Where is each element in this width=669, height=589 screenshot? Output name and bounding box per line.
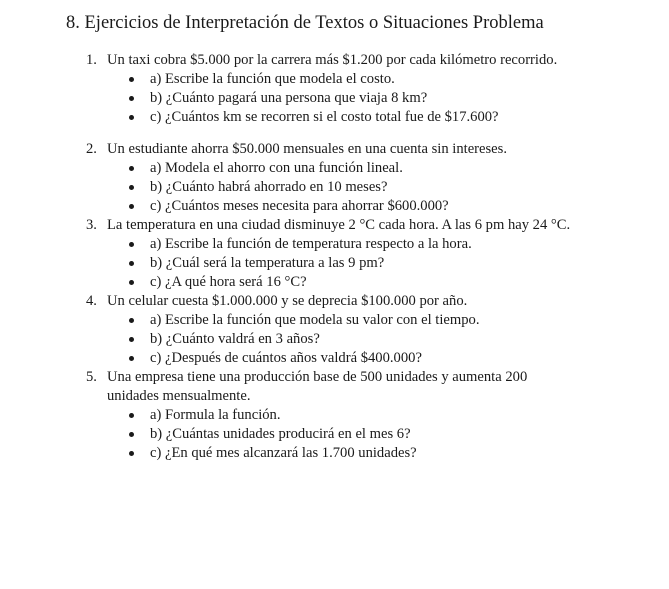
bullet-icon [129, 96, 134, 101]
problem-text: Un estudiante ahorra $50.000 mensuales en una cuenta sin intereses. [107, 141, 507, 157]
problem-number: 4. [86, 293, 97, 309]
section-title: 8. Ejercicios de Interpretación de Textos o Situaciones Problema [66, 13, 544, 33]
bullet-icon [129, 166, 134, 171]
bullet-icon [129, 356, 134, 361]
bullet-icon [129, 318, 134, 323]
problem-statement [0, 140, 669, 159]
bullet-icon [129, 242, 134, 247]
problem-statement [0, 51, 669, 70]
sub-question [150, 108, 669, 127]
sub-question [150, 159, 669, 178]
sub-question-text: a) Escribe la función que modela el costo. [150, 71, 395, 87]
bullet-icon [129, 115, 134, 120]
sub-question [150, 425, 669, 444]
sub-question-text: c) ¿Cuántos meses necesita para ahorrar $600.000? [150, 198, 449, 214]
problem-list [0, 51, 669, 463]
sub-question-text: a) Escribe la función que modela su valor con el tiempo. [150, 312, 480, 328]
sub-question-text: c) ¿Cuántos km se recorren si el costo total fue de $17.600? [150, 109, 499, 125]
problem-statement [0, 216, 669, 235]
sub-question [150, 254, 669, 273]
sub-question [150, 311, 669, 330]
sub-question-text: b) ¿Cuánto pagará una persona que viaja 8 km? [150, 90, 428, 106]
bullet-icon [129, 77, 134, 82]
sub-question [150, 89, 669, 108]
sub-question [150, 235, 669, 254]
sub-question [150, 330, 669, 349]
problem-statement [0, 292, 669, 311]
sub-question-text: c) ¿A qué hora será 16 °C? [150, 274, 307, 290]
problem-1 [0, 51, 669, 127]
sub-question [150, 178, 669, 197]
sub-question-text: a) Modela el ahorro con una función lineal. [150, 160, 403, 176]
problem-number: 3. [86, 217, 97, 233]
sub-question [150, 444, 669, 463]
bullet-icon [129, 337, 134, 342]
problem-statement [0, 368, 669, 406]
problem-number: 2. [86, 141, 97, 157]
problem-text: Una empresa tiene una producción base de 500 unidades y aumenta 200 unidades mensualmente. [107, 369, 528, 404]
problem-text: Un celular cuesta $1.000.000 y se deprecia $100.000 por año. [107, 293, 468, 309]
sub-question [150, 349, 669, 368]
sub-question-text: c) ¿Después de cuántos años valdrá $400.000? [150, 350, 422, 366]
problem-number: 1. [86, 52, 97, 68]
problem-text: Un taxi cobra $5.000 por la carrera más $1.200 por cada kilómetro recorrido. [107, 52, 558, 68]
problem-4 [0, 292, 669, 368]
bullet-icon [129, 261, 134, 266]
problem-2 [0, 140, 669, 216]
sub-question-text: b) ¿Cuál será la temperatura a las 9 pm? [150, 255, 385, 271]
problem-3 [0, 216, 669, 292]
problem-text: La temperatura en una ciudad disminuye 2 °C cada hora. A las 6 pm hay 24 °C. [107, 217, 571, 233]
bullet-icon [129, 280, 134, 285]
sub-question-text: c) ¿En qué mes alcanzará las 1.700 unidades? [150, 445, 417, 461]
bullet-icon [129, 451, 134, 456]
bullet-icon [129, 432, 134, 437]
sub-question [150, 70, 669, 89]
problem-number: 5. [86, 369, 97, 385]
sub-question [150, 197, 669, 216]
sub-question-text: a) Escribe la función de temperatura respecto a la hora. [150, 236, 472, 252]
bullet-icon [129, 413, 134, 418]
sub-question-text: b) ¿Cuánto habrá ahorrado en 10 meses? [150, 179, 388, 195]
problem-5 [0, 368, 669, 463]
bullet-icon [129, 204, 134, 209]
sub-question-text: b) ¿Cuántas unidades producirá en el mes 6? [150, 426, 411, 442]
sub-question-text: a) Formula la función. [150, 407, 281, 423]
sub-question [150, 406, 669, 425]
sub-question-text: b) ¿Cuánto valdrá en 3 años? [150, 331, 320, 347]
sub-question [150, 273, 669, 292]
bullet-icon [129, 185, 134, 190]
